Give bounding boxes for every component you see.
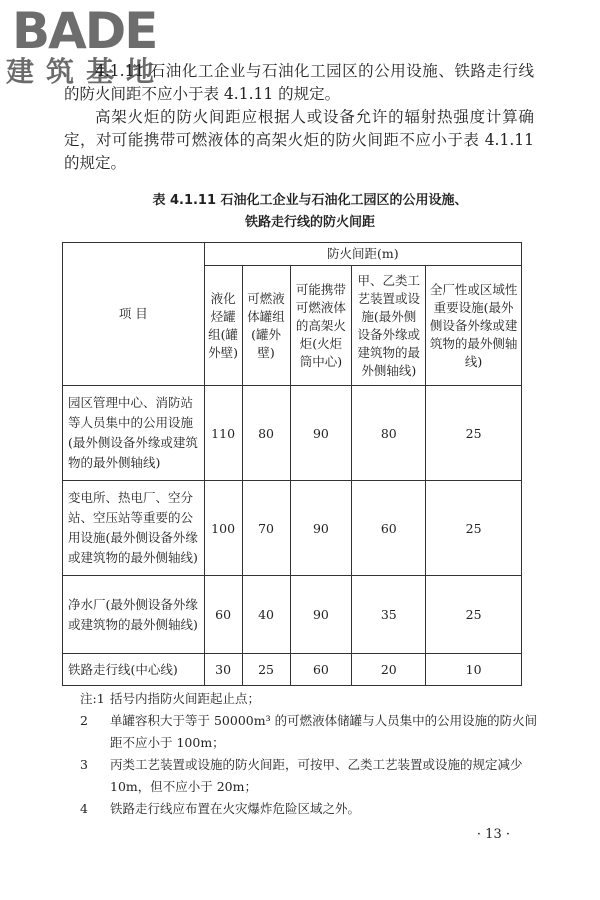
note-number: 注:1 [80, 691, 105, 706]
table-title-line2: 铁路走行线的防火间距 [244, 215, 375, 230]
note-number: 3 [80, 757, 88, 772]
logo-subtitle: 建筑基地 [6, 55, 167, 88]
item-header: 项 目 [63, 243, 205, 386]
row-label: 铁路走行线(中心线) [63, 654, 205, 686]
note-item [80, 754, 540, 798]
group-header: 防火间距(m) [204, 243, 521, 266]
note-text: 单罐容积大于等于 50000m³ 的可燃液体储罐与人员集中的公用设施的防火间距不应小于 100m； [110, 713, 538, 750]
row-label: 园区管理中心、消防站等人员集中的公用设施(最外侧设备外缘或建筑物的最外侧轴线) [63, 386, 205, 481]
table-cell: 110 [204, 386, 242, 481]
note-number: 2 [80, 713, 88, 728]
note-item [80, 688, 540, 710]
table-row [63, 654, 522, 686]
col-header-lpg-tank: 液化烃罐组(罐外壁) [204, 266, 242, 386]
table-cell: 60 [290, 654, 352, 686]
logo-brand: BADE [12, 2, 157, 60]
table-cell: 80 [352, 386, 426, 481]
body-text [64, 60, 534, 175]
table-row [63, 576, 522, 654]
table-title [120, 190, 500, 234]
note-text: 铁路走行线应布置在火灾爆炸危险区域之外。 [110, 801, 361, 816]
note-item [80, 710, 540, 754]
col-header-flammable-tank: 可燃液体罐组(罐外壁) [242, 266, 290, 386]
table-cell: 25 [426, 386, 522, 481]
table-cell: 90 [290, 576, 352, 654]
table-cell: 25 [426, 481, 522, 576]
note-text: 括号内指防火间距起止点； [110, 691, 261, 706]
table-cell: 90 [290, 481, 352, 576]
note-item [80, 798, 540, 820]
col-header-flare: 可能携带可燃液体的高架火炬(火炬筒中心) [290, 266, 352, 386]
fire-distance-table [62, 242, 522, 686]
table-cell: 60 [204, 576, 242, 654]
row-label: 变电所、热电厂、空分站、空压站等重要的公用设施(最外侧设备外缘或建筑物的最外侧轴线) [63, 481, 205, 576]
table-cell: 80 [242, 386, 290, 481]
col-header-important-facility: 全厂性或区域性重要设施(最外侧设备外缘或建筑物的最外侧轴线) [426, 266, 522, 386]
table-row [63, 481, 522, 576]
table-cell: 35 [352, 576, 426, 654]
table-cell: 25 [242, 654, 290, 686]
page-number: · 13 · [476, 827, 510, 842]
table-cell: 30 [204, 654, 242, 686]
table-cell: 20 [352, 654, 426, 686]
table-cell: 40 [242, 576, 290, 654]
table-cell: 25 [426, 576, 522, 654]
table-cell: 70 [242, 481, 290, 576]
note-number: 4 [80, 801, 88, 816]
table-notes [80, 688, 540, 820]
table-cell: 10 [426, 654, 522, 686]
table-cell: 90 [290, 386, 352, 481]
table-title-line1: 表 4.1.11 石油化工企业与石油化工园区的公用设施、 [152, 193, 468, 208]
paragraph-clause: 4.1.11 石油化工企业与石油化工园区的公用设施、铁路走行线的防火间距不应小于表 4.1.11 的规定。 [64, 62, 534, 103]
table-cell: 60 [352, 481, 426, 576]
col-header-process-unit: 甲、乙类工艺装置或设施(最外侧设备外缘或建筑物的最外侧轴线) [352, 266, 426, 386]
row-label: 净水厂(最外侧设备外缘或建筑物的最外侧轴线) [63, 576, 205, 654]
note-text: 丙类工艺装置或设施的防火间距，可按甲、乙类工艺装置或设施的规定减少 10m，但不应小于 20m； [110, 757, 523, 794]
table-cell: 100 [204, 481, 242, 576]
table-row [63, 386, 522, 481]
paragraph-flare: 高架火炬的防火间距应根据人或设备允许的辐射热强度计算确定，对可能携带可燃液体的高架火炬的防火间距不应小于表 4.1.11 的规定。 [64, 108, 534, 172]
